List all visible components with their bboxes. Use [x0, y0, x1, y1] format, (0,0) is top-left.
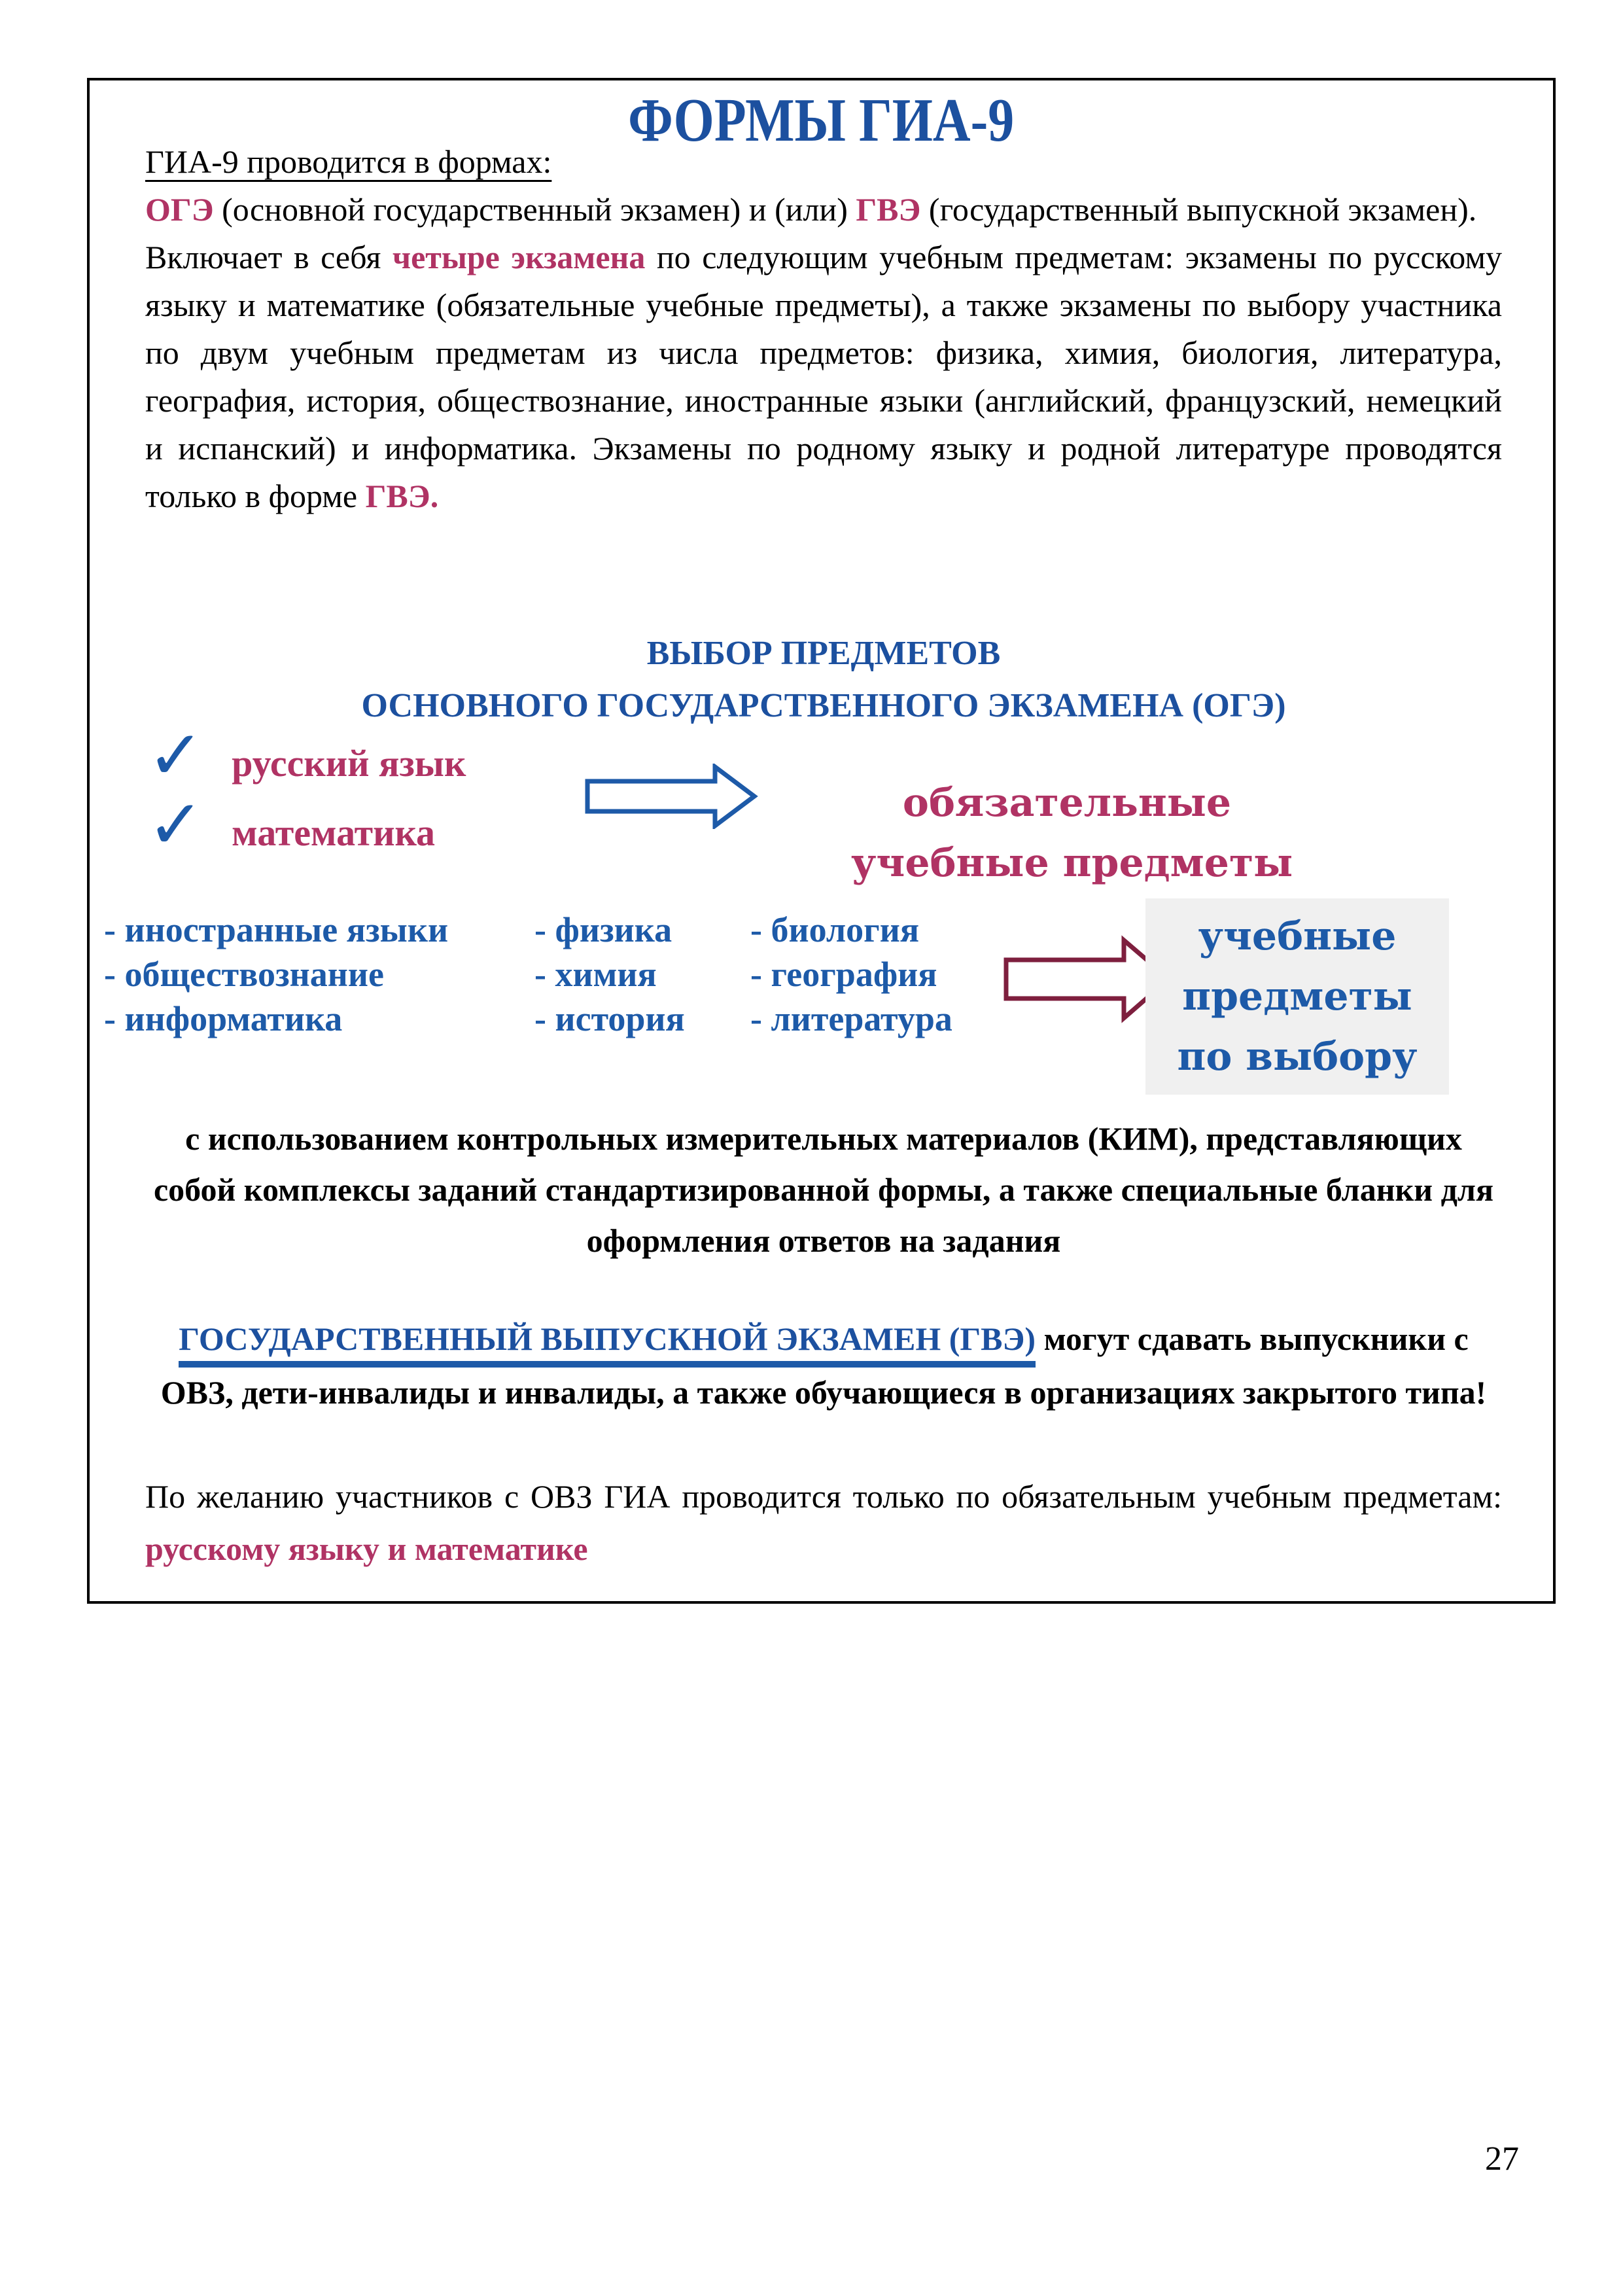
selection-header — [145, 627, 1502, 732]
elective-subjects-label-panel — [1145, 898, 1449, 1095]
elective-subject: - иностранные языки — [104, 910, 449, 949]
electives-column-2 — [534, 908, 685, 1041]
gve-form-highlight: ГВЭ. — [365, 478, 439, 514]
four-exams-highlight: четыре экзамена — [392, 239, 646, 275]
mandatory-item-math — [147, 785, 436, 864]
mandatory-label-line1: обязательные — [902, 780, 1232, 826]
elective-subject: - информатика — [104, 999, 343, 1038]
intro-paragraph-exams — [145, 234, 1502, 520]
elective-subject: - физика — [534, 910, 672, 949]
gve-heading-rest: могут сдавать выпускники с ОВЗ, дети-инвалиды и инвалиды, а также обучающиеся в организациях закрытого типа! — [160, 1320, 1487, 1411]
elective-label-line1: учебные — [1198, 913, 1397, 959]
elective-subject: - география — [750, 955, 937, 994]
electives-column-1 — [104, 908, 448, 1041]
selection-header-line1: ВЫБОР ПРЕДМЕТОВ — [646, 635, 1001, 672]
mandatory-label-line2: учебные предметы — [851, 840, 1293, 886]
intro-p2-body: по следующим учебным предметам: экзамены по русскому языку и математике (обязательные учебные предметы), а также экзамены по выбору участника по двум учебным предметам из числа предметов: физика, химия, биология, литература, география, история, обществознание, иностранные языки (английский, французский, немецкий и испанский) и информатика. Экзамены по родному языку и родной литературе проводятся только в форме — [145, 239, 1502, 514]
mandatory-subject-label: математика — [232, 811, 436, 854]
elective-label-line2: предметы — [1182, 974, 1412, 1019]
page-title-text: ФОРМЫ ГИА-9 — [628, 86, 1015, 154]
elective-subject: - история — [534, 999, 685, 1038]
ovz-note-highlight: русскому языку и математике — [145, 1530, 588, 1567]
intro-section — [145, 138, 1502, 520]
elective-subject: - обществознание — [104, 955, 384, 994]
check-icon: ✓ — [147, 715, 205, 795]
intro-lead: ГИА-9 проводится в формах: — [145, 143, 552, 180]
content-frame — [87, 78, 1556, 1604]
elective-subject: - литература — [750, 999, 952, 1038]
mandatory-subjects-label — [851, 773, 1293, 893]
electives-column-3 — [750, 908, 952, 1041]
kim-note: с использованием контрольных измерительных материалов (КИМ), представляющих собой комплексы заданий стандартизированной формы, а также специальные бланки для оформления ответов на задания — [153, 1120, 1494, 1259]
selection-header-line2: ОСНОВНОГО ГОСУДАРСТВЕННОГО ЭКЗАМЕНА (ОГЭ) — [361, 687, 1286, 724]
page-number: 27 — [1485, 2140, 1519, 2178]
mandatory-subject-label: русский язык — [232, 742, 466, 785]
abbr-oge: ОГЭ — [145, 191, 214, 228]
gve-heading: ГОСУДАРСТВЕННЫЙ ВЫПУСКНОЙ ЭКЗАМЕН (ГВЭ) — [179, 1320, 1036, 1368]
elective-label-line3: по выбору — [1177, 1034, 1418, 1080]
gve-section — [145, 1312, 1502, 1419]
ovz-note-start: По желанию участников с ОВЗ ГИА проводится только по обязательным учебным предметам: — [145, 1478, 1502, 1515]
intro-paragraph-forms — [145, 186, 1502, 234]
intro-lead-line — [145, 138, 1502, 186]
elective-subject: - химия — [534, 955, 657, 994]
mandatory-item-russian — [147, 715, 466, 795]
abbr-gve: ГВЭ — [856, 191, 921, 228]
check-icon: ✓ — [147, 785, 205, 864]
right-arrow-blue-icon — [585, 764, 758, 829]
intro-p2-start: Включает в себя — [145, 239, 393, 275]
ovz-note — [145, 1470, 1502, 1575]
intro-p1-mid: (основной государственный экзамен) и (или) — [213, 191, 856, 228]
elective-subject: - биология — [750, 910, 920, 949]
intro-p1-tail: (государственный выпускной экзамен). — [920, 191, 1477, 228]
